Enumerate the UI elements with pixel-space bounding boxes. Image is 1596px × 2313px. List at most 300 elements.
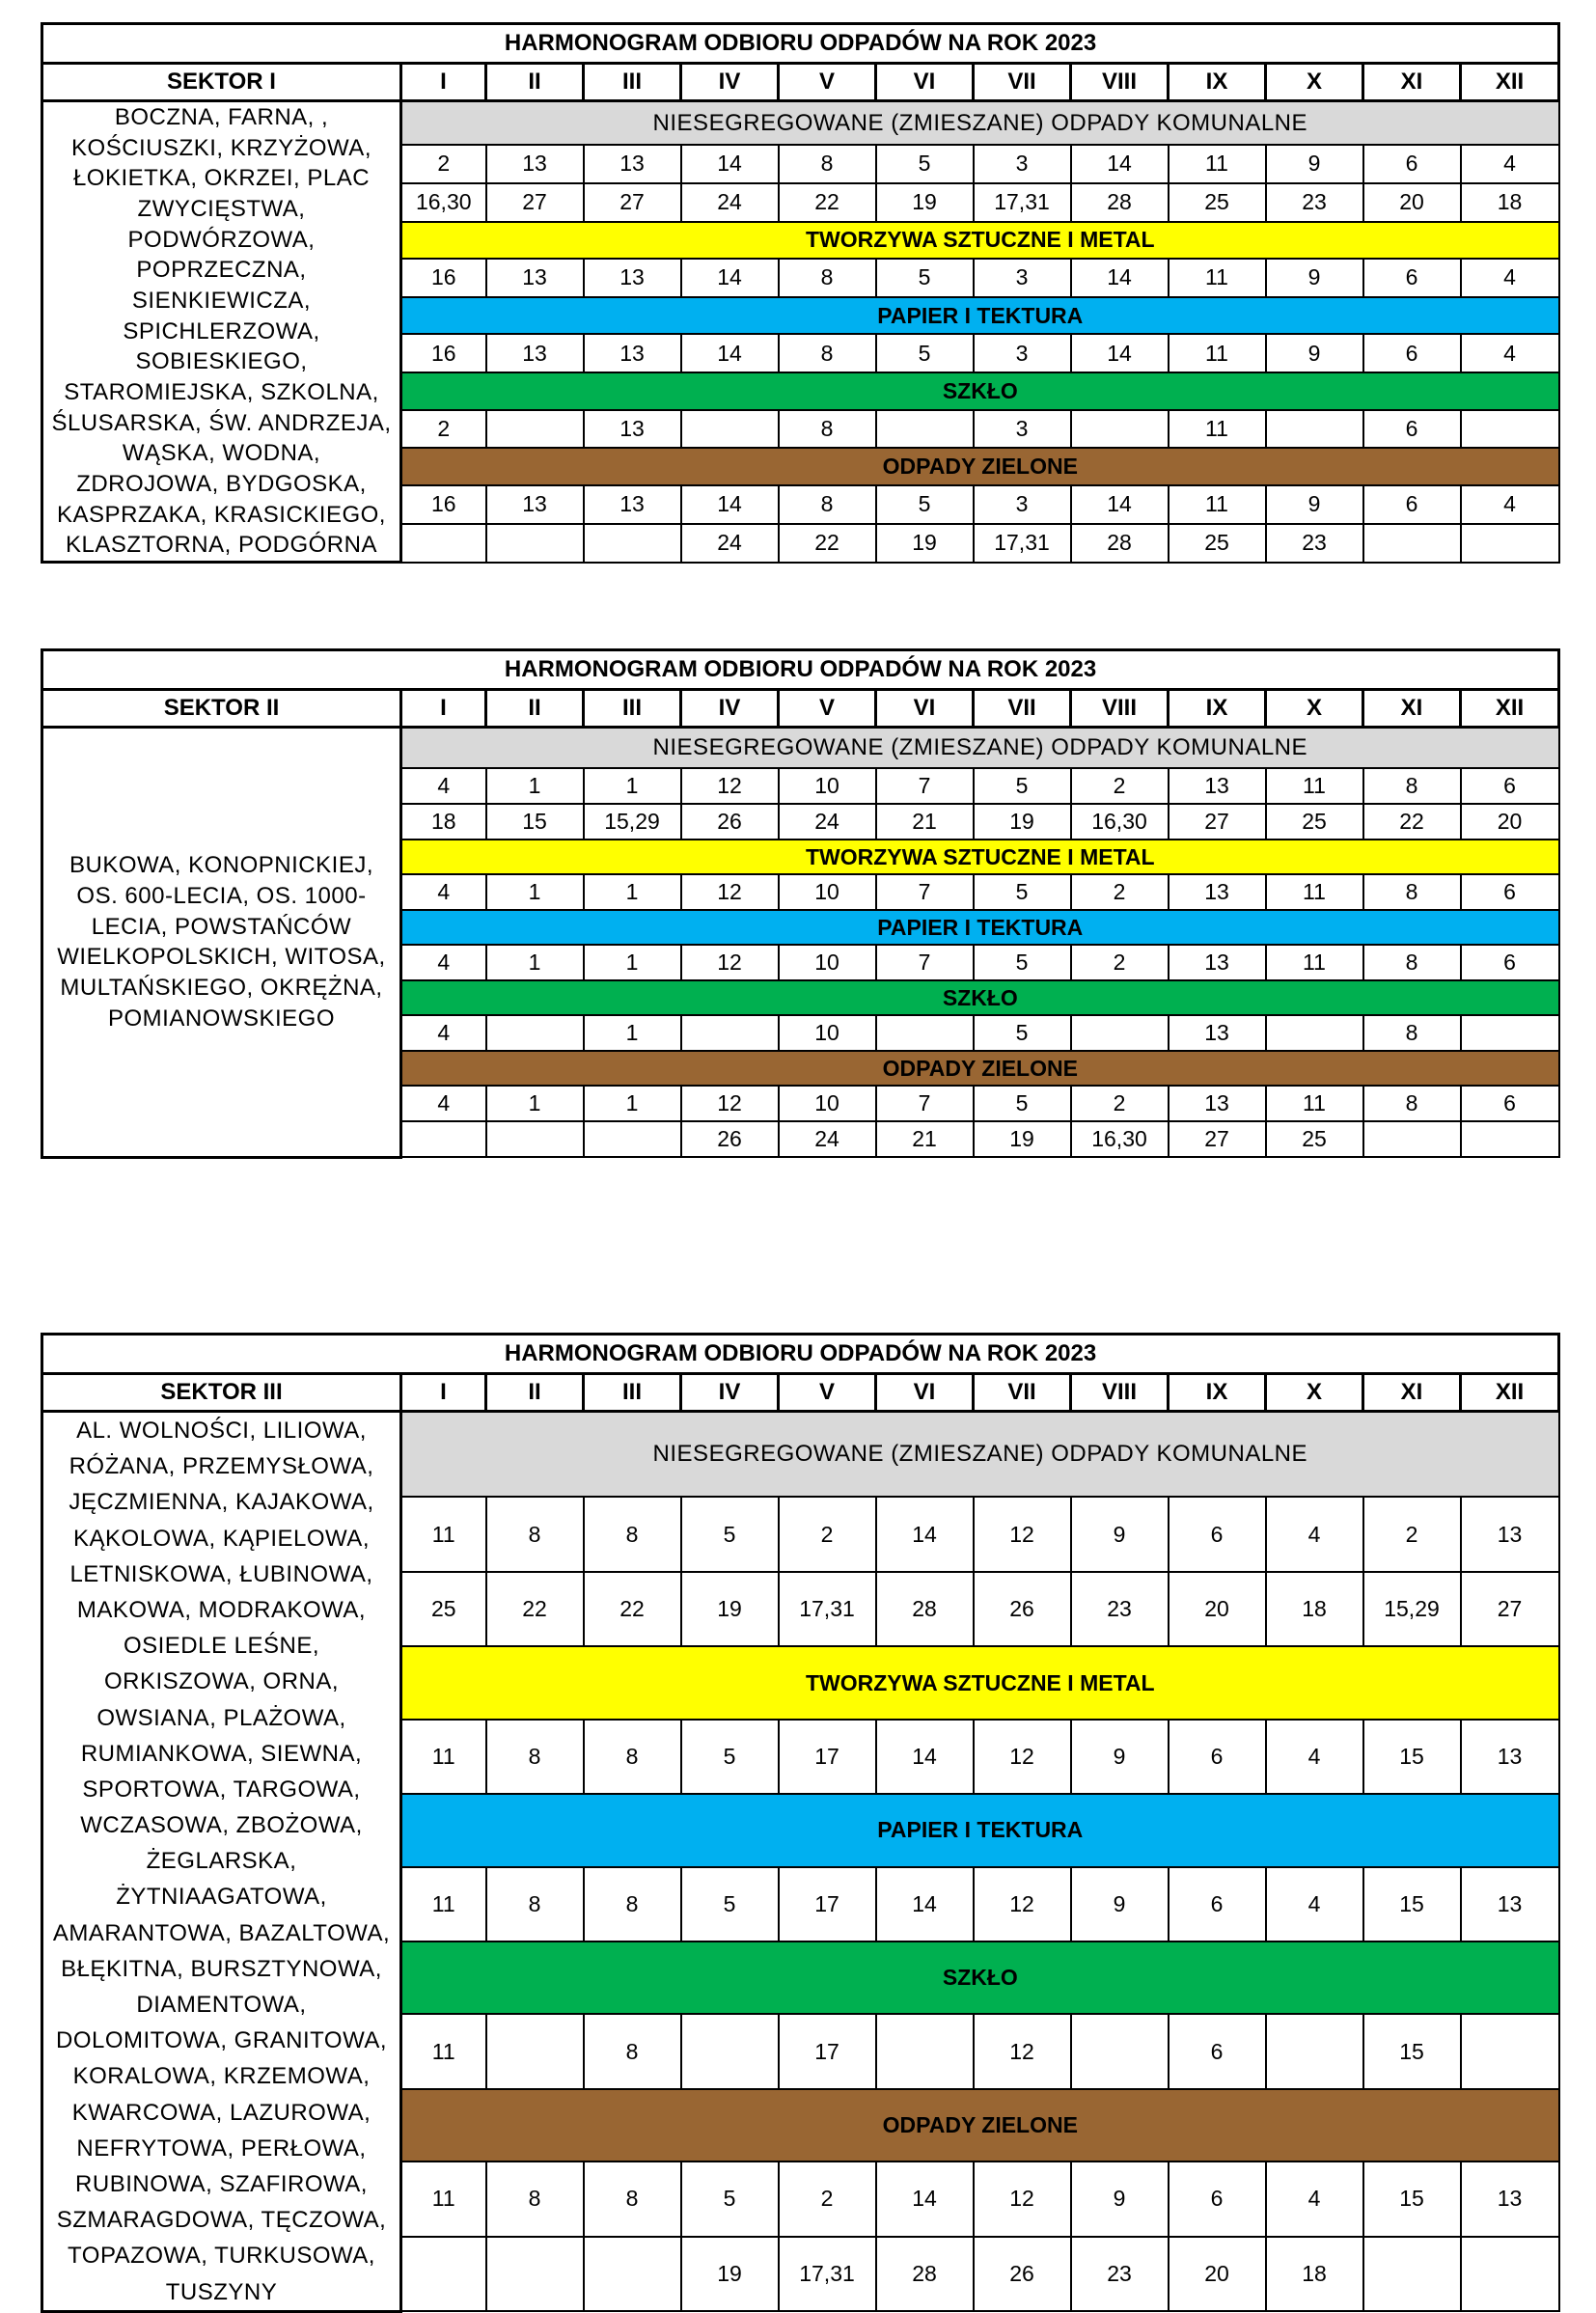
date-cell: 13	[584, 485, 681, 524]
date-cell	[401, 524, 486, 563]
date-cell: 24	[779, 804, 876, 840]
date-cell: 4	[401, 945, 486, 980]
date-cell: 11	[1266, 768, 1363, 804]
date-cell: 26	[974, 2237, 1071, 2312]
date-cell: 1	[584, 768, 681, 804]
date-cell: 3	[974, 410, 1071, 449]
date-cell: 8	[1363, 1015, 1461, 1051]
category-label-paper: PAPIER I TEKTURA	[401, 297, 1559, 335]
month-header: II	[486, 64, 584, 101]
date-cell: 4	[1461, 485, 1559, 524]
schedule-sector-3	[41, 1333, 1557, 2313]
date-cell: 2	[1071, 1086, 1169, 1121]
date-cell: 7	[876, 1086, 974, 1121]
month-header: VI	[876, 690, 974, 728]
date-cell: 8	[584, 1867, 681, 1941]
date-cell: 12	[974, 1867, 1071, 1941]
date-cell: 21	[876, 1121, 974, 1157]
date-cell: 25	[1169, 183, 1266, 222]
date-cell: 2	[1071, 874, 1169, 910]
month-header: VII	[974, 690, 1071, 728]
date-cell: 26	[681, 804, 779, 840]
date-cell: 26	[974, 1572, 1071, 1646]
date-cell: 4	[401, 1086, 486, 1121]
date-cell: 27	[1169, 804, 1266, 840]
date-cell: 13	[1169, 945, 1266, 980]
date-cell: 18	[1266, 2237, 1363, 2312]
date-cell: 8	[779, 259, 876, 297]
street-list	[42, 101, 401, 563]
date-cell: 4	[1266, 1867, 1363, 1941]
month-header: II	[486, 690, 584, 728]
date-cell: 6	[1169, 1867, 1266, 1941]
date-cell	[681, 1015, 779, 1051]
date-cell: 6	[1363, 410, 1461, 449]
schedule-body	[42, 24, 1559, 563]
date-cell: 14	[681, 145, 779, 183]
date-cell: 5	[681, 2162, 779, 2236]
date-cell	[401, 2237, 486, 2312]
date-cell: 10	[779, 945, 876, 980]
month-header: VI	[876, 64, 974, 101]
sector-name: SEKTOR II	[42, 690, 401, 728]
date-cell: 6	[1169, 1720, 1266, 1794]
date-cell: 25	[1266, 804, 1363, 840]
date-cell: 5	[876, 485, 974, 524]
date-cell: 27	[584, 183, 681, 222]
date-cell: 6	[1363, 259, 1461, 297]
date-cell: 4	[1266, 1497, 1363, 1571]
date-cell	[1071, 1015, 1169, 1051]
date-cell: 5	[681, 1720, 779, 1794]
date-cell: 8	[584, 1720, 681, 1794]
month-header: I	[401, 64, 486, 101]
date-cell	[681, 2014, 779, 2088]
date-cell: 3	[974, 145, 1071, 183]
date-cell: 16,30	[1071, 1121, 1169, 1157]
month-header: X	[1266, 1374, 1363, 1412]
date-cell: 6	[1363, 485, 1461, 524]
category-label-mixed: NIESEGREGOWANE (ZMIESZANE) ODPADY KOMUNALNE	[401, 1412, 1559, 1498]
month-header: IX	[1169, 64, 1266, 101]
date-cell: 3	[974, 334, 1071, 372]
date-cell: 15	[1363, 1720, 1461, 1794]
date-cell: 18	[1461, 183, 1559, 222]
schedule-title: HARMONOGRAM ODBIORU ODPADÓW NA ROK 2023	[42, 24, 1559, 64]
date-cell: 1	[584, 1086, 681, 1121]
date-cell: 5	[974, 1015, 1071, 1051]
date-cell: 9	[1266, 259, 1363, 297]
date-cell: 6	[1461, 945, 1559, 980]
month-header: V	[779, 690, 876, 728]
month-header: IX	[1169, 1374, 1266, 1412]
date-cell: 19	[974, 804, 1071, 840]
header-row	[42, 64, 1559, 101]
date-cell	[401, 1121, 486, 1157]
category-label-paper: PAPIER I TEKTURA	[401, 910, 1559, 945]
date-cell: 2	[401, 145, 486, 183]
schedule-sector-1	[41, 22, 1557, 564]
date-cell: 7	[876, 874, 974, 910]
date-cell: 19	[681, 2237, 779, 2312]
date-cell: 13	[486, 145, 584, 183]
date-cell: 4	[1266, 2162, 1363, 2236]
category-label-green: ODPADY ZIELONE	[401, 448, 1559, 485]
date-cell: 14	[1071, 259, 1169, 297]
date-cell: 16,30	[1071, 804, 1169, 840]
date-cell: 14	[876, 1867, 974, 1941]
month-header: XII	[1461, 64, 1559, 101]
date-cell: 18	[1266, 1572, 1363, 1646]
month-header: IX	[1169, 690, 1266, 728]
date-cell: 8	[1363, 1086, 1461, 1121]
date-cell: 11	[401, 1720, 486, 1794]
date-cell: 23	[1071, 1572, 1169, 1646]
date-cell: 14	[1071, 334, 1169, 372]
header-row	[42, 1374, 1559, 1412]
month-header: X	[1266, 64, 1363, 101]
date-cell: 6	[1363, 145, 1461, 183]
date-cell: 16	[401, 334, 486, 372]
date-cell: 27	[486, 183, 584, 222]
date-cell: 9	[1071, 2162, 1169, 2236]
date-cell	[1461, 1015, 1559, 1051]
month-header: VII	[974, 64, 1071, 101]
date-cell: 8	[486, 1497, 584, 1571]
street-list	[42, 1412, 401, 2312]
date-cell: 4	[1266, 1720, 1363, 1794]
street-list-text: AL. WOLNOŚCI, LILIOWA, RÓŻANA, PRZEMYSŁOWA, JĘCZMIENNA, KAJAKOWA, KĄKOLOWA, KĄPIELOWA, LETNISKOWA, ŁUBINOWA, MAKOWA, MODRAKOWA, OSIEDLE LEŚNE, ORKISZOWA, ORNA, OWSIANA, PLAŻOWA, RUMIANKOWA, SIEWNA, SPORTOWA, TARGOWA, WCZASOWA, ZBOŻOWA, ŻEGLARSKA, ŻYTNIAAGATOWA, AMARANTOWA, BAZALTOWA, BŁĘKITNA, BURSZTYNOWA, DIAMENTOWA, DOLOMITOWA, GRANITOWA, KORALOWA, KRZEMOWA, KWARCOWA, LAZUROWA, NEFRYTOWA, PERŁOWA, RUBINOWA, SZAFIROWA, SZMARAGDOWA, TĘCZOWA, TOPAZOWA, TURKUSOWA, TUSZYNY	[52, 1418, 391, 2305]
month-header: XII	[1461, 1374, 1559, 1412]
date-cell: 20	[1169, 2237, 1266, 2312]
title-row	[42, 650, 1559, 690]
date-cell: 6	[1461, 768, 1559, 804]
date-cell: 22	[584, 1572, 681, 1646]
date-cell	[876, 1015, 974, 1051]
date-cell: 9	[1071, 1867, 1169, 1941]
date-cell: 28	[876, 2237, 974, 2312]
month-header: XII	[1461, 690, 1559, 728]
date-cell: 19	[876, 183, 974, 222]
date-cell: 15,29	[1363, 1572, 1461, 1646]
month-header: XI	[1363, 64, 1461, 101]
date-cell: 11	[1266, 945, 1363, 980]
date-cell: 8	[779, 410, 876, 449]
date-cell: 9	[1266, 485, 1363, 524]
date-cell: 11	[1169, 259, 1266, 297]
date-cell: 2	[1363, 1497, 1461, 1571]
date-cell: 25	[1169, 524, 1266, 563]
schedule-table	[41, 1333, 1560, 2313]
date-cell: 21	[876, 804, 974, 840]
date-cell: 22	[779, 524, 876, 563]
schedule-table	[41, 22, 1560, 564]
date-cell: 2	[1071, 945, 1169, 980]
date-cell	[1266, 1015, 1363, 1051]
date-cell: 4	[401, 874, 486, 910]
date-cell	[876, 410, 974, 449]
date-cell: 5	[876, 259, 974, 297]
schedule-body	[42, 650, 1559, 1158]
date-cell: 23	[1071, 2237, 1169, 2312]
date-cell: 12	[974, 1720, 1071, 1794]
date-cell	[486, 524, 584, 563]
date-cell: 6	[1169, 2162, 1266, 2236]
month-header: VI	[876, 1374, 974, 1412]
date-cell: 17	[779, 1720, 876, 1794]
date-cell: 22	[1363, 804, 1461, 840]
date-cell	[1363, 2237, 1461, 2312]
date-cell	[681, 410, 779, 449]
date-cell: 11	[1169, 485, 1266, 524]
date-cell: 19	[681, 1572, 779, 1646]
category-label-plastic: TWORZYWA SZTUCZNE I METAL	[401, 1646, 1559, 1719]
date-cell: 28	[876, 1572, 974, 1646]
date-cell: 12	[974, 1497, 1071, 1571]
date-cell: 5	[974, 768, 1071, 804]
date-cell: 1	[486, 768, 584, 804]
date-cell: 15	[486, 804, 584, 840]
date-cell: 24	[681, 183, 779, 222]
month-header: XI	[1363, 690, 1461, 728]
month-header: VIII	[1071, 690, 1169, 728]
date-cell: 15,29	[584, 804, 681, 840]
date-cell: 4	[1461, 259, 1559, 297]
date-cell: 13	[1169, 1086, 1266, 1121]
date-cell	[1461, 2237, 1559, 2312]
date-cell	[584, 1121, 681, 1157]
date-cell: 1	[486, 874, 584, 910]
date-cell	[486, 1121, 584, 1157]
date-cell: 26	[681, 1121, 779, 1157]
date-cell: 17,31	[974, 183, 1071, 222]
date-cell: 20	[1461, 804, 1559, 840]
date-cell: 3	[974, 259, 1071, 297]
date-cell: 12	[681, 1086, 779, 1121]
month-header: VIII	[1071, 64, 1169, 101]
date-cell	[876, 2014, 974, 2088]
date-cell: 12	[681, 945, 779, 980]
date-cell: 8	[584, 2014, 681, 2088]
month-header: X	[1266, 690, 1363, 728]
date-cell	[1461, 1121, 1559, 1157]
date-cell: 14	[681, 485, 779, 524]
date-cell: 8	[584, 2162, 681, 2236]
category-label-green: ODPADY ZIELONE	[401, 1051, 1559, 1086]
schedule-table	[41, 648, 1560, 1159]
date-cell: 4	[1461, 334, 1559, 372]
date-cell: 1	[486, 1086, 584, 1121]
date-cell: 9	[1266, 334, 1363, 372]
date-cell	[1363, 1121, 1461, 1157]
date-cell: 22	[779, 183, 876, 222]
category-label-mixed: NIESEGREGOWANE (ZMIESZANE) ODPADY KOMUNALNE	[401, 101, 1559, 146]
date-cell: 2	[1071, 768, 1169, 804]
date-cell: 25	[1266, 1121, 1363, 1157]
schedule-body	[42, 1335, 1559, 2312]
month-header: XI	[1363, 1374, 1461, 1412]
date-cell: 5	[681, 1867, 779, 1941]
date-cell: 2	[779, 1497, 876, 1571]
date-cell	[1461, 524, 1559, 563]
date-cell: 11	[1266, 1086, 1363, 1121]
date-cell: 14	[1071, 145, 1169, 183]
date-cell	[1266, 410, 1363, 449]
date-cell: 28	[1071, 183, 1169, 222]
date-cell: 11	[1169, 410, 1266, 449]
date-cell: 27	[1461, 1572, 1559, 1646]
date-cell: 13	[584, 410, 681, 449]
date-cell: 15	[1363, 2014, 1461, 2088]
date-cell: 24	[681, 524, 779, 563]
sector-name: SEKTOR III	[42, 1374, 401, 1412]
date-cell: 15	[1363, 1867, 1461, 1941]
date-cell: 5	[681, 1497, 779, 1571]
schedule-title: HARMONOGRAM ODBIORU ODPADÓW NA ROK 2023	[42, 650, 1559, 690]
date-cell: 10	[779, 874, 876, 910]
date-cell: 15	[1363, 2162, 1461, 2236]
date-cell: 9	[1071, 1497, 1169, 1571]
date-cell: 20	[1363, 183, 1461, 222]
date-cell: 1	[486, 945, 584, 980]
date-cell: 4	[401, 768, 486, 804]
date-cell: 19	[974, 1121, 1071, 1157]
date-cell: 4	[1461, 145, 1559, 183]
date-cell: 13	[1169, 1015, 1266, 1051]
date-cell: 8	[486, 2162, 584, 2236]
date-cell	[486, 410, 584, 449]
date-cell: 17,31	[779, 2237, 876, 2312]
month-header: I	[401, 690, 486, 728]
category-label-green: ODPADY ZIELONE	[401, 2089, 1559, 2162]
date-cell: 8	[1363, 945, 1461, 980]
date-cell: 7	[876, 768, 974, 804]
date-cell: 13	[1461, 2162, 1559, 2236]
date-cell: 25	[401, 1572, 486, 1646]
date-cell: 16	[401, 259, 486, 297]
schedule-title: HARMONOGRAM ODBIORU ODPADÓW NA ROK 2023	[42, 1335, 1559, 1374]
date-cell: 17,31	[974, 524, 1071, 563]
date-cell: 14	[876, 2162, 974, 2236]
title-row	[42, 24, 1559, 64]
month-header: III	[584, 1374, 681, 1412]
category-row-mixed	[42, 1412, 1559, 1498]
date-cell: 5	[974, 945, 1071, 980]
category-label-mixed: NIESEGREGOWANE (ZMIESZANE) ODPADY KOMUNALNE	[401, 728, 1559, 769]
date-cell: 11	[1169, 334, 1266, 372]
date-cell: 12	[974, 2162, 1071, 2236]
date-cell: 1	[584, 1015, 681, 1051]
schedule-sector-2	[41, 648, 1557, 1159]
category-label-plastic: TWORZYWA SZTUCZNE I METAL	[401, 840, 1559, 874]
date-cell	[1461, 410, 1559, 449]
date-cell: 5	[876, 334, 974, 372]
date-cell: 8	[1363, 874, 1461, 910]
date-cell: 13	[1169, 768, 1266, 804]
date-cell: 17,31	[779, 1572, 876, 1646]
date-cell: 17	[779, 2014, 876, 2088]
date-cell: 13	[1169, 874, 1266, 910]
header-row	[42, 690, 1559, 728]
date-cell: 1	[584, 945, 681, 980]
date-cell: 13	[584, 334, 681, 372]
month-header: I	[401, 1374, 486, 1412]
date-cell: 6	[1461, 1086, 1559, 1121]
date-cell: 10	[779, 768, 876, 804]
category-row-mixed	[42, 101, 1559, 146]
date-cell: 10	[779, 1015, 876, 1051]
date-cell: 16,30	[401, 183, 486, 222]
date-cell: 6	[1363, 334, 1461, 372]
date-cell: 8	[779, 145, 876, 183]
date-cell: 13	[584, 145, 681, 183]
date-cell	[584, 524, 681, 563]
date-cell: 27	[1169, 1121, 1266, 1157]
date-cell: 2	[779, 2162, 876, 2236]
date-cell	[1266, 2014, 1363, 2088]
month-header: III	[584, 690, 681, 728]
date-cell	[1071, 2014, 1169, 2088]
date-cell: 12	[681, 874, 779, 910]
street-list-text: BOCZNA, FARNA, , KOŚCIUSZKI, KRZYŻOWA, ŁOKIETKA, OKRZEI, PLAC ZWYCIĘSTWA, PODWÓRZOWA, POPRZECZNA, SIENKIEWICZA, SPICHLERZOWA, SOBIESKIEGO, STAROMIEJSKA, SZKOLNA, ŚLUSARSKA, ŚW. ANDRZEJA, WĄSKA, WODNA, ZDROJOWA, BYDGOSKA, KASPRZAKA, KRASICKIEGO, KLASZTORNA, PODGÓRNA	[51, 104, 392, 559]
date-cell: 1	[584, 874, 681, 910]
date-cell: 5	[974, 1086, 1071, 1121]
month-header: IV	[681, 64, 779, 101]
date-cell: 13	[1461, 1867, 1559, 1941]
date-cell	[1461, 2014, 1559, 2088]
date-cell: 6	[1169, 2014, 1266, 2088]
category-label-glass: SZKŁO	[401, 980, 1559, 1015]
date-cell: 3	[974, 485, 1071, 524]
date-cell: 14	[681, 259, 779, 297]
month-header: V	[779, 64, 876, 101]
date-cell: 11	[1169, 145, 1266, 183]
date-cell	[584, 2237, 681, 2312]
date-cell: 19	[876, 524, 974, 563]
date-cell: 8	[486, 1720, 584, 1794]
date-cell: 23	[1266, 524, 1363, 563]
date-cell	[486, 2014, 584, 2088]
month-header: VIII	[1071, 1374, 1169, 1412]
month-header: V	[779, 1374, 876, 1412]
date-cell: 18	[401, 804, 486, 840]
date-cell: 13	[486, 485, 584, 524]
date-cell: 13	[486, 259, 584, 297]
month-header: II	[486, 1374, 584, 1412]
month-header: III	[584, 64, 681, 101]
date-cell: 8	[779, 485, 876, 524]
date-cell: 8	[584, 1497, 681, 1571]
date-cell: 14	[876, 1497, 974, 1571]
category-label-paper: PAPIER I TEKTURA	[401, 1794, 1559, 1866]
date-cell: 4	[401, 1015, 486, 1051]
date-cell: 7	[876, 945, 974, 980]
date-cell: 14	[876, 1720, 974, 1794]
date-cell	[486, 2237, 584, 2312]
date-cell: 12	[681, 768, 779, 804]
date-cell: 13	[1461, 1497, 1559, 1571]
date-cell: 12	[974, 2014, 1071, 2088]
date-cell: 14	[1071, 485, 1169, 524]
category-label-plastic: TWORZYWA SZTUCZNE I METAL	[401, 222, 1559, 260]
date-cell: 11	[401, 1867, 486, 1941]
date-cell: 10	[779, 1086, 876, 1121]
street-list	[42, 728, 401, 1158]
date-cell: 11	[401, 2162, 486, 2236]
date-cell	[486, 1015, 584, 1051]
date-cell: 13	[1461, 1720, 1559, 1794]
category-label-glass: SZKŁO	[401, 372, 1559, 410]
